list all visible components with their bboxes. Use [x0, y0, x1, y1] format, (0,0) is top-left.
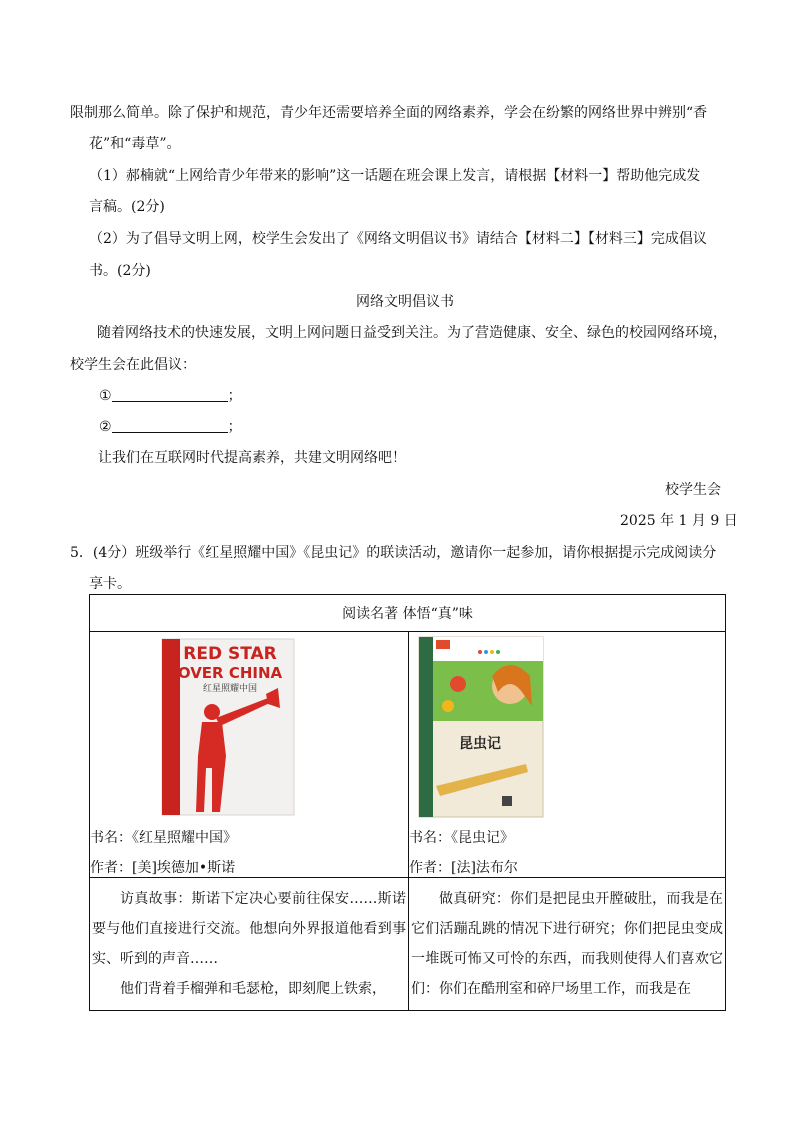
book-1-excerpt-p2: 他们背着手榴弹和毛瑟枪，即刻爬上铁索，	[120, 981, 386, 997]
item-1-marker: ①	[99, 388, 112, 404]
cover-title-en-2: OVER CHINA	[177, 664, 283, 682]
book-cell-insects	[409, 632, 726, 878]
proposal-signer: 校学生会	[665, 482, 721, 498]
proposal-body-line-2: 校学生会在此倡议：	[70, 357, 196, 373]
book-1-excerpt-p1: 访真故事：斯诺下定决心要前往保安……斯诺要与他们直接进行交流。他想向外界报道他看到事实、听到的声音……	[92, 891, 406, 967]
proposal-title: 网络文明倡议书	[356, 294, 454, 310]
reading-share-card	[89, 594, 726, 1011]
proposal-closing: 让我们在互联网时代提高素养，共建文明网络吧！	[98, 450, 406, 466]
question-5-line-2: 享卡。	[89, 576, 131, 592]
book-2-name: 书名：《昆虫记》	[409, 830, 514, 846]
question-1-line-2: 言稿。(2分)	[89, 199, 165, 215]
card-header: 阅读名著 体悟“真”味	[90, 595, 726, 632]
proposal-body-line-1: 随着网络技术的快速发展，文明上网问题日益受到关注。为了营造健康、安全、绿色的校园网络环境，	[97, 325, 727, 341]
question-1-line-1: （1）郝楠就“上网给青少年带来的影响”这一话题在班会课上发言，请根据【材料一】帮助他完成发	[89, 168, 701, 184]
book-1-name: 书名：《红星照耀中国》	[90, 830, 237, 846]
book-cell-red-star	[90, 632, 409, 878]
item-2-suffix: ；	[227, 419, 242, 435]
intro-line-1: 限制那么简单。除了保护和规范，青少年还需要培养全面的网络素养，学会在纷繁的网络世界中辨别“香	[70, 105, 708, 121]
book-2-author: 作者：[法]法布尔	[409, 860, 518, 876]
book-2-excerpt	[409, 878, 726, 1011]
book-1-author: 作者：[美]埃德加•斯诺	[90, 860, 236, 876]
item-1-suffix: ；	[227, 388, 242, 404]
question-2-line-1: （2）为了倡导文明上网，校学生会发出了《网络文明倡议书》请结合【材料二】【材料三】完成倡议	[89, 231, 707, 247]
insects-cover-image	[418, 636, 545, 818]
book-1-excerpt	[90, 878, 409, 1011]
item-2-marker: ②	[99, 419, 112, 435]
question-2-line-2: 书。(2分)	[89, 263, 151, 279]
proposal-item-2	[99, 417, 242, 437]
question-5-line-1: 5．(4分）班级举行《红星照耀中国》《昆虫记》的联读活动，邀请你一起参加，请你根据提示完成阅读分	[70, 545, 717, 561]
item-1-blank[interactable]	[112, 387, 228, 402]
cover-title-cn-insects: 昆虫记	[459, 736, 501, 752]
book-2-excerpt-p1: 做真研究：你们是把昆虫开膛破肚，而我是在它们活蹦乱跳的情况下进行研究；你们把昆虫变成一堆既可怖又可怜的东西，而我则使得人们喜欢它们：你们在酷刑室和碎尸场里工作，而我是在	[411, 891, 724, 997]
proposal-date: 2025 年 1 月 9 日	[620, 513, 738, 529]
cover-title-en-1: RED STAR	[183, 644, 277, 664]
item-2-blank[interactable]	[112, 418, 228, 433]
red-star-cover-image	[156, 636, 301, 818]
cover-title-cn: 红星照耀中国	[202, 684, 258, 694]
proposal-item-1	[99, 386, 242, 406]
intro-line-2: 花”和“毒草”。	[89, 136, 181, 152]
